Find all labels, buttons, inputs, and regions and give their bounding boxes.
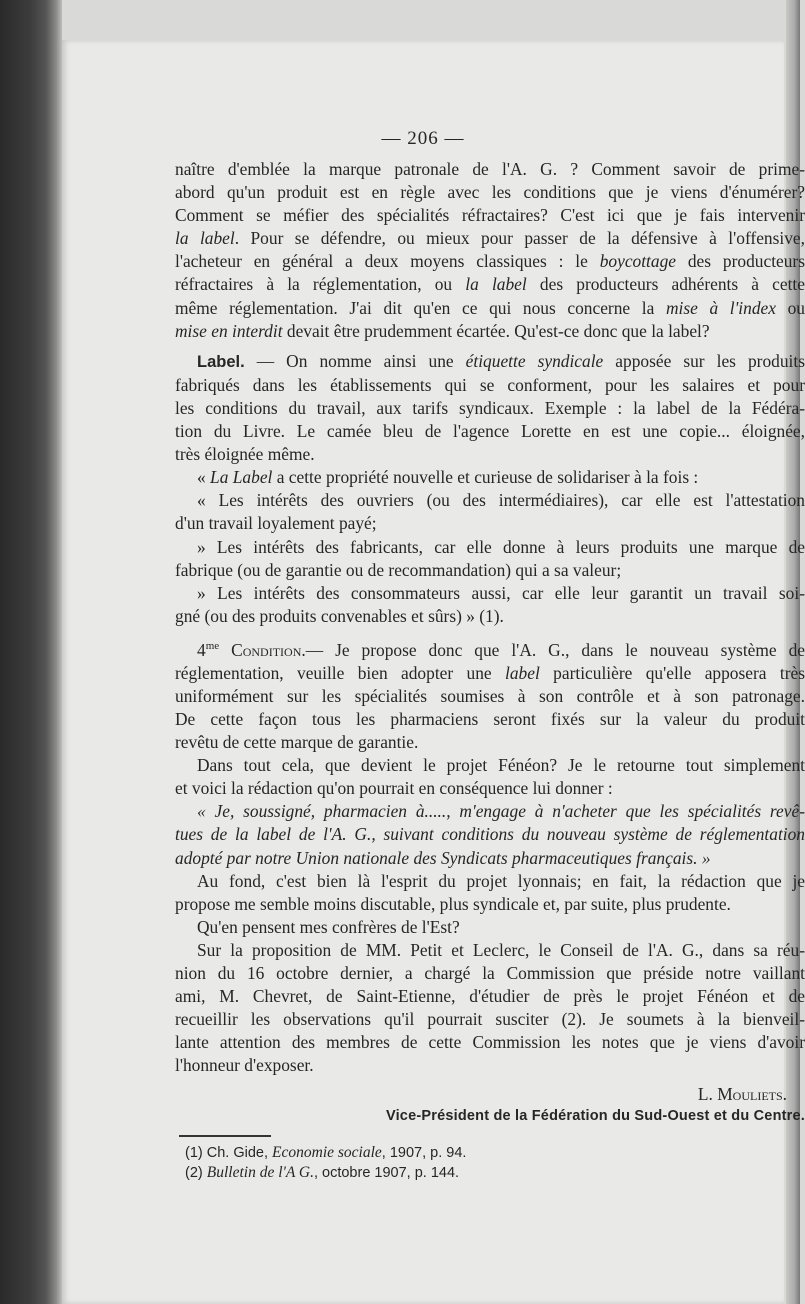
text-line <box>175 320 805 343</box>
text-line <box>175 250 805 273</box>
text-line: De cette façon tous les pharmaciens seront fixés sur la valeur du produit <box>175 708 805 729</box>
paragraph-intro <box>175 158 805 343</box>
section-heading: Label. <box>197 352 245 371</box>
text-span: . Pour se défendre, ou mieux pour passer de la défensive à l'offensive, <box>234 228 805 249</box>
text-line: recueillir les observations qu'il pourrait susciter (2). Je soumets à la bienveil- <box>175 1009 805 1030</box>
condition-number: 4 <box>197 639 206 660</box>
text-line: tion du Livre. Le camée bleu de l'agence Lorette en est une copie... éloignée, <box>175 421 805 442</box>
quote-line: » Les intérêts des consommateurs aussi, car elle leur garantit un travail soi- <box>197 582 805 603</box>
paragraph-condition <box>175 635 805 1078</box>
text-line: nion du 16 octobre dernier, a chargé la Commission que préside notre vaillant <box>175 962 805 983</box>
text-span: devait être prudemment écartée. Qu'est-ce donc que la label? <box>282 320 710 341</box>
text-span: réglementation, veuille bien adopter une <box>175 662 506 683</box>
book-binding <box>0 0 62 1304</box>
text-line: fabriqués dans les établissements qui se conforment, pour les salaires et pour <box>175 374 805 395</box>
italic-term: la label <box>175 228 235 249</box>
text-line: abord qu'un produit est en règle avec les conditions que je viens d'énumérer? <box>175 182 805 203</box>
text-line: Dans tout cela, que devient le projet Fénéon? Je le retourne tout simplement <box>197 755 805 776</box>
text-line <box>175 662 805 685</box>
text-span: même réglementation. J'ai dit qu'en ce qui nous concerne la <box>175 297 666 318</box>
italic-term: Economie sociale <box>272 1144 382 1162</box>
italic-term: Bulletin de l'A G. <box>206 1164 314 1182</box>
footnote <box>175 1163 805 1183</box>
text-line <box>175 635 805 662</box>
italic-term: étiquette syndicale <box>465 350 604 371</box>
text-span: « <box>197 467 211 488</box>
author-signature: L. Mouliets. <box>697 1084 787 1105</box>
text-line <box>175 227 805 250</box>
quote-line: d'un travail loyalement payé; <box>175 513 377 534</box>
quote-line <box>175 466 805 489</box>
quote-line: » Les intérêts des fabricants, car elle donne à leurs produits une marque de <box>197 536 805 557</box>
text-line: uniformément sur les spécialités soumises à son contrôle et à son patronage. <box>175 685 805 706</box>
text-line: lante attention des membres de cette Commission les notes que je viens d'avoir <box>175 1032 805 1053</box>
quote-line: « Les intérêts des ouvriers (ou des intermédiaires), car elle est l'attestation <box>197 490 805 511</box>
italic-term: mise à l'index <box>665 297 776 318</box>
text-span: , octobre 1907, p. 144. <box>313 1165 460 1182</box>
text-line: adopté par notre Union nationale des Syndicats pharmaceutiques français. » <box>175 847 711 868</box>
text-line: Comment se méfier des spécialités réfractaires? C'est ici que je fais intervenir <box>175 205 805 226</box>
footnote <box>175 1143 805 1163</box>
text-line: Sur la proposition de MM. Petit et Leclerc, le Conseil de l'A. G., dans sa réu- <box>197 939 805 960</box>
quote-line: gné (ou des produits convenables et sûrs) » (1). <box>175 605 504 626</box>
text-line <box>175 297 805 320</box>
text-span: réfractaires à la réglementation, ou <box>175 274 466 295</box>
text-span: des producteurs <box>676 251 805 272</box>
page-number: — 206 — <box>381 128 465 149</box>
text-span: — Je propose donc que l'A. G., dans le nouveau système de <box>305 639 805 660</box>
text-line: tues de la label de l'A. G., suivant conditions du nouveau système de réglementation <box>175 824 805 845</box>
book-page <box>62 40 805 1304</box>
text-line: Qu'en pensent mes confrères de l'Est? <box>197 916 460 937</box>
text-span: , 1907, p. 94. <box>381 1145 467 1162</box>
spacer <box>175 628 805 635</box>
text-span: (1) Ch. Gide, <box>185 1145 273 1162</box>
spacer <box>175 343 805 350</box>
text-line: très éloignée même. <box>175 444 315 465</box>
text-line <box>175 350 805 374</box>
italic-term: La Label <box>210 467 273 488</box>
text-line: revêtu de cette marque de garantie. <box>175 732 419 753</box>
text-line: ami, M. Chevret, de Saint-Etienne, d'étudier de près le projet Fénéon et de <box>175 986 805 1007</box>
text-line: l'honneur d'exposer. <box>175 1055 314 1076</box>
footnote-divider <box>179 1135 271 1137</box>
text-line: propose me semble moins discutable, plus syndicale et, par suite, plus prudente. <box>175 893 731 914</box>
italic-term: mise en interdit <box>175 320 283 341</box>
text-line <box>175 273 805 296</box>
author-title: Vice-Président de la Fédération du Sud-Ouest et du Centre. <box>385 1108 805 1125</box>
text-span: a cette propriété nouvelle et curieuse de solidariser à la fois : <box>272 467 699 488</box>
page-body <box>175 158 805 1183</box>
text-line: « Je, soussigné, pharmacien à....., m'engage à n'acheter que les spécialités revê- <box>197 801 805 822</box>
text-span: particulière qu'elle apposera très <box>539 662 805 683</box>
italic-term: la label <box>465 274 527 295</box>
text-line: et voici la rédaction qu'on pourrait en conséquence lui donner : <box>175 778 613 799</box>
text-span: (2) <box>185 1165 207 1182</box>
text-span: des producteurs adhérents à cette <box>526 274 805 295</box>
text-span: — On nomme ainsi une <box>244 350 466 371</box>
text-span: ou <box>775 297 805 318</box>
italic-term: label <box>505 662 540 683</box>
paragraph-label <box>175 350 805 628</box>
text-span: apposée sur les produits <box>603 350 805 371</box>
superscript: me <box>205 639 220 652</box>
text-line: les conditions du travail, aux tarifs syndicaux. Exemple : la label de la Fédéra- <box>175 397 805 418</box>
italic-term: boycottage <box>599 251 676 272</box>
condition-label: Condition. <box>219 639 306 660</box>
quote-line: fabrique (ou de garantie ou de recommandation) qui a sa valeur; <box>175 559 622 580</box>
text-span: l'acheteur en général a deux moyens classiques : le <box>175 251 600 272</box>
text-line: naître d'emblée la marque patronale de l'A. G. ? Comment savoir de prime- <box>175 159 805 179</box>
text-line: Au fond, c'est bien là l'esprit du projet lyonnais; en fait, la rédaction que je <box>197 870 805 891</box>
